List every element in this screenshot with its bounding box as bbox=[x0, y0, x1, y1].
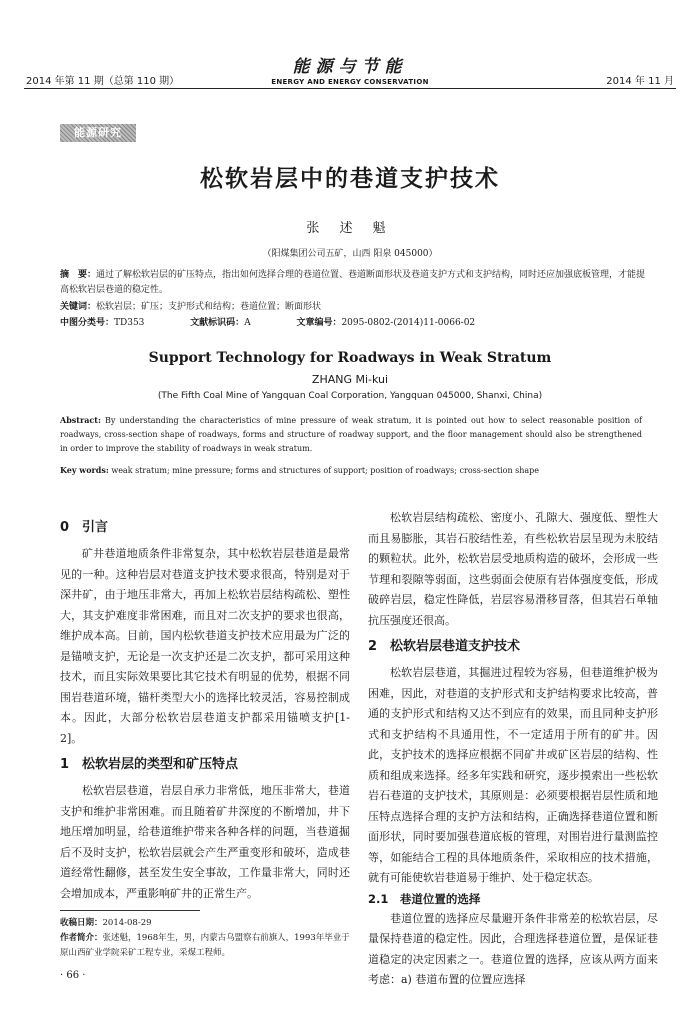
paragraph-section-1: 松软岩层巷道，岩层自承力非常低，地压非常大，巷道支护和维护非常困难。而且随着矿井深度的不断增加，井下地压增加明显，给巷道维护带来各种各样的问题，当巷道掘后不及时支护，松软岩层就会产生严重变形和破坏，造成巷道经常性翻修，甚至发生安全事故，工作量非常大，同时还会增加成本，严重影响矿井的正常生产。 bbox=[60, 784, 350, 900]
journal-title-en: ENERGY AND ENERGY CONSERVATION bbox=[271, 78, 429, 86]
keywords-cn-text: 松软岩层；矿压；支护形式和结构；巷道位置；断面形状 bbox=[96, 302, 322, 312]
paper-title-en: Support Technology for Roadways in Weak Stratum bbox=[148, 350, 552, 366]
paragraph-introduction: 矿井巷道地质条件非常复杂，其中松软岩层巷道是最常见的一种。这种岩层对巷道支护技术要求很高，特别是对于深井矿，由于地压非常大，再加上松软岩层结构疏松、塑性大，其支护难度非常困难，而且对二次支护的要求也很高，维护成本高。目前，国内松软巷道支护技术应用最为广泛的是锚喷支护，无论是一次支护还是二次支护，都可采用这种技术，而且实际效果要比其它技术有明显的优势，根据不同围岩巷道环境，锚杆类型大小的选择比较灵活，容易控制成本。因此，大部分松软岩层巷道支护都采用锚喷支护[1-2]。 bbox=[60, 547, 350, 745]
received-date: 2014-08-29 bbox=[102, 918, 152, 928]
abstract-en-text: By understanding the characteristics of mine pressure of weak stratum, it is pointed out how to select reasonable position of roadways, cross-section shape of roadways, forms and structure of roadway support, and the floor management should also be strengthened in order to improve the stability of roadways in weak stratum. bbox=[60, 416, 642, 453]
clc-value: TD353 bbox=[114, 318, 145, 328]
clc-label: 中图分类号： bbox=[60, 318, 115, 328]
keywords-en-label: Key words: bbox=[60, 465, 109, 475]
heading-section-1: 1 松软岩层的类型和矿压特点 bbox=[60, 757, 239, 772]
keywords-en-text: weak stratum; mine pressure; forms and structures of support; position of roadways; cross-section shape bbox=[108, 466, 540, 475]
footnote bbox=[60, 916, 350, 961]
doc-code-value: A bbox=[244, 318, 251, 328]
article-id-value: 2095-0802-(2014)11-0066-02 bbox=[341, 318, 476, 328]
paper-title-cn: 松软岩层中的巷道支护技术 bbox=[200, 166, 500, 192]
heading-section-2: 2 松软岩层巷道支护技术 bbox=[368, 639, 521, 654]
affiliation-en: (The Fifth Coal Mine of Yangquan Coal Corporation, Yangquan 045000, Shanxi, China) bbox=[157, 391, 543, 401]
keywords-en bbox=[60, 463, 642, 478]
section-tag: 能源研究 bbox=[60, 124, 136, 142]
affiliation-cn: （阳煤集团公司五矿，山西 阳泉 045000） bbox=[262, 249, 438, 259]
author-cn: 张 述 魁 bbox=[306, 221, 394, 236]
heading-section-2-1: 2.1 巷道位置的选择 bbox=[368, 891, 481, 906]
journal-masthead bbox=[0, 52, 700, 86]
issue-label: 2014 年第 11 期（总第 110 期） bbox=[26, 76, 180, 87]
header-divider bbox=[24, 88, 676, 89]
abstract-cn-text: 通过了解松软岩层的矿压特点，指出如何选择合理的巷道位置、巷道断面形状及巷道支护方式和支护结构，同时还应加强底板管理，才能提高松软岩层巷道的稳定性。 bbox=[60, 270, 646, 295]
abstract-en bbox=[60, 413, 642, 456]
paragraph-rock-properties: 松软岩层结构疏松、密度小、孔隙大、强度低、塑性大而且易膨胀，其岩石胶结性差，有些松软岩层呈现为未胶结的颗粒状。此外，松软岩层受地质构造的破坏，会形成一些节理和裂隙等弱面，这些弱面会使原有岩体强度变低，形成破碎岩层，稳定性降低，岩层容易滑移冒落，但其岩石单轴抗压强度还很高。 bbox=[368, 511, 658, 627]
abstract-en-label: Abstract: bbox=[60, 415, 101, 425]
abstract-cn-label: 摘 要： bbox=[60, 270, 97, 280]
right-column bbox=[368, 508, 658, 991]
bio-label: 作者简介： bbox=[60, 933, 103, 943]
author-en: ZHANG Mi-kui bbox=[311, 373, 389, 386]
left-column bbox=[60, 512, 350, 904]
issue-date: 2014 年 11 月 bbox=[606, 76, 674, 87]
heading-introduction: 0 引言 bbox=[60, 520, 109, 535]
received-label: 收稿日期： bbox=[60, 918, 103, 928]
paragraph-section-2-1: 巷道位置的选择应尽量避开条件非常差的松软岩层，尽量保持巷道的稳定性。因此，合理选择巷道位置，是保证巷道稳定的决定因素之一。巷道位置的选择，应该从两方面来考虑：a) 巷道布置的位置应选择 bbox=[368, 911, 658, 986]
doc-code-label: 文献标识码： bbox=[190, 318, 245, 328]
footnote-divider bbox=[60, 910, 200, 911]
classification-line bbox=[60, 316, 650, 331]
keywords-cn-label: 关键词： bbox=[60, 302, 97, 312]
page-number: · 66 · bbox=[60, 970, 86, 981]
abstract-cn bbox=[60, 268, 650, 298]
paragraph-section-2: 松软岩层巷道，其掘进过程较为容易，但巷道维护极为困难，因此，对巷道的支护形式和支护结构要求比较高，普通的支护形式和结构又达不到应有的效果，而且同种支护形式和支护结构不具通用性，不一定适用于所有的矿井。因此，支护技术的选择应根据不同矿井或矿区岩层的结构、性质和组成来选择。经多年实践和研究，逐步摸索出一些松软岩石巷道的支护技术，其原则是：必须要根据岩层性质和地压特点选择合理的支护方法和结构，正确选择巷道位置和断面形状，同时要加强巷道底板的管理，对围岩进行量测监控等，如能结合工程的具体地质条件，采取相应的技术措施，就有可能使软岩巷道易于维护、处于稳定状态。 bbox=[368, 666, 658, 884]
bio-text: 张述魁，1968年生，男，内蒙古乌盟察右前旗人，1993年毕业于原山西矿业学院采矿工程专业，采煤工程师。 bbox=[60, 933, 350, 958]
keywords-cn bbox=[60, 300, 650, 315]
article-id-label: 文章编号： bbox=[296, 318, 342, 328]
journal-title-cn: 能源与节能 bbox=[292, 57, 408, 77]
